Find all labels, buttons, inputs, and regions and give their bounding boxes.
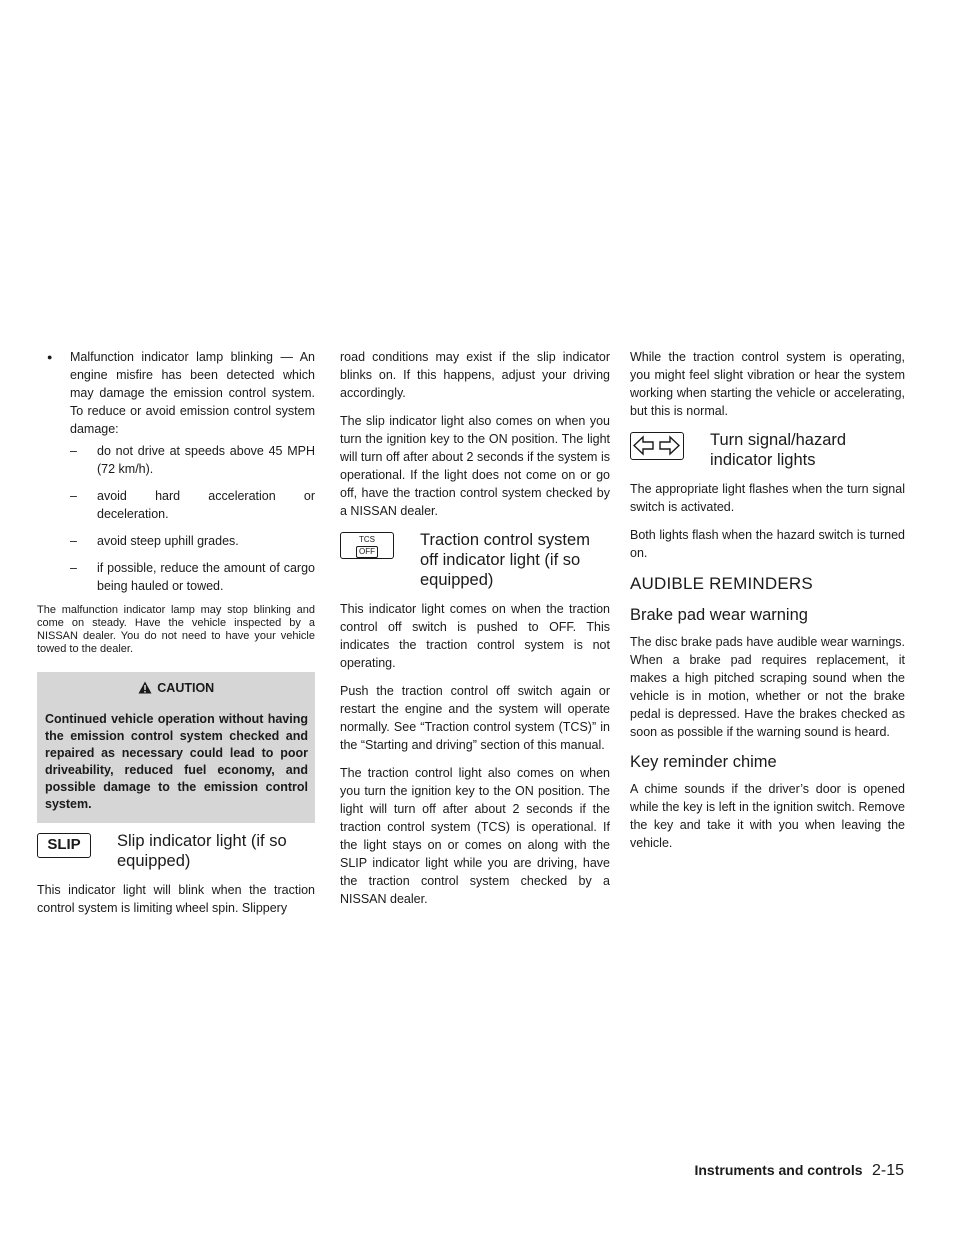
turn-signal-icon (630, 432, 684, 460)
slip-paragraph-continued: road conditions may exist if the slip indicator blinks on. If this happens, adjust your driving accordingly. (340, 350, 610, 400)
column-2 (340, 348, 610, 918)
tcs-paragraph-1: This indicator light comes on when the traction control off switch is pushed to OFF. This indicates the traction control system is not operating. (340, 602, 610, 670)
malfunction-text: Malfunction indicator lamp blinking — An engine misfire has been detected which may damage the emission control system. To reduce or avoid emission control system damage: (70, 350, 315, 436)
slip-ignition-paragraph: The slip indicator light also comes on when you turn the ignition key to the ON position. The light will turn off after about 2 seconds if the system is operational. If the light does not come on or go off, have the traction control system checked by a NISSAN dealer. (340, 414, 610, 518)
column-1 (37, 348, 315, 927)
list-item: – do not drive at speeds above 45 MPH (72 km/h). (70, 442, 315, 478)
tcs-off-heading-row (340, 530, 610, 590)
caution-text: Continued vehicle operation without having the emission control system checked and repaired as necessary could lead to poor driveability, reduced fuel economy, and possible damage to the emission control system. (45, 712, 308, 811)
turn-signal-paragraph: The appropriate light flashes when the turn signal switch is activated. (630, 482, 905, 514)
tcs-heading: Traction control system off indicator light (if so equipped) (420, 531, 590, 589)
brake-pad-paragraph: The disc brake pads have audible wear warnings. When a brake pad requires replacement, it makes a high pitched scraping sound when the vehicle is in motion, whether or not the brake pedal is depressed. Have the brakes checked as soon as possible if the warning sound is heard. (630, 635, 905, 739)
caution-title: CAUTION (157, 681, 215, 695)
key-reminder-paragraph: A chime sounds if the driver’s door is opened while the key is left in the ignition switch. Remove the key and take it with you when leaving the vehicle. (630, 782, 905, 850)
list-item: – if possible, reduce the amount of cargo being hauled or towed. (70, 559, 315, 595)
audible-reminders-heading: AUDIBLE REMINDERS (630, 574, 813, 593)
warning-icon (138, 681, 152, 694)
list-item (37, 348, 315, 595)
dash-list (70, 442, 315, 595)
slip-indicator-heading-row (37, 831, 315, 871)
malfunction-note: The malfunction indicator lamp may stop blinking and come on steady. Have the vehicle inspected by a NISSAN dealer. You do not need to have your vehicle towed to the dealer. (37, 604, 315, 655)
page-number: 2-15 (871, 1162, 904, 1179)
footer-section-title: Instruments and controls (694, 1162, 863, 1178)
list-item: – avoid hard acceleration or deceleration. (70, 487, 315, 523)
list-item: – avoid steep uphill grades. (70, 532, 315, 550)
malfunction-bullet-list (37, 348, 315, 595)
turn-arrows-icon (631, 433, 682, 458)
tcs-icon-bottom: OFF (356, 546, 378, 558)
caution-box (37, 672, 315, 823)
hazard-paragraph: Both lights flash when the hazard switch is turned on. (630, 528, 905, 560)
slip-icon: SLIP (37, 833, 91, 858)
column-3 (630, 348, 905, 862)
turn-signal-heading-row (630, 430, 905, 470)
page-footer (684, 1162, 904, 1180)
tcs-paragraph-2: Push the traction control off switch again or restart the engine and the system will operate normally. See “Traction control system (TCS)” in the “Starting and driving” section of this manual. (340, 684, 610, 752)
turn-signal-heading: Turn signal/hazard indicator lights (710, 431, 847, 469)
tcs-operating-paragraph: While the traction control system is operating, you might feel slight vibration or hear the system working when starting the vehicle or accelerating, but this is normal. (630, 350, 905, 418)
brake-pad-heading: Brake pad wear warning (630, 606, 808, 624)
slip-heading: Slip indicator light (if so equipped) (117, 832, 287, 870)
slip-paragraph: This indicator light will blink when the traction control system is limiting wheel spin. Slippery (37, 883, 315, 915)
tcs-icon-top: TCS (359, 535, 375, 544)
tcs-off-icon (340, 532, 394, 559)
tcs-paragraph-3: The traction control light also comes on when you turn the ignition key to the ON position. The light will turn off after about 2 seconds if the traction control system (TCS) is operational. If the light stays on or comes on along with the SLIP indicator light while you are driving, have the traction control system checked by a NISSAN dealer. (340, 766, 610, 906)
key-reminder-heading: Key reminder chime (630, 753, 777, 771)
caution-header (37, 672, 315, 701)
